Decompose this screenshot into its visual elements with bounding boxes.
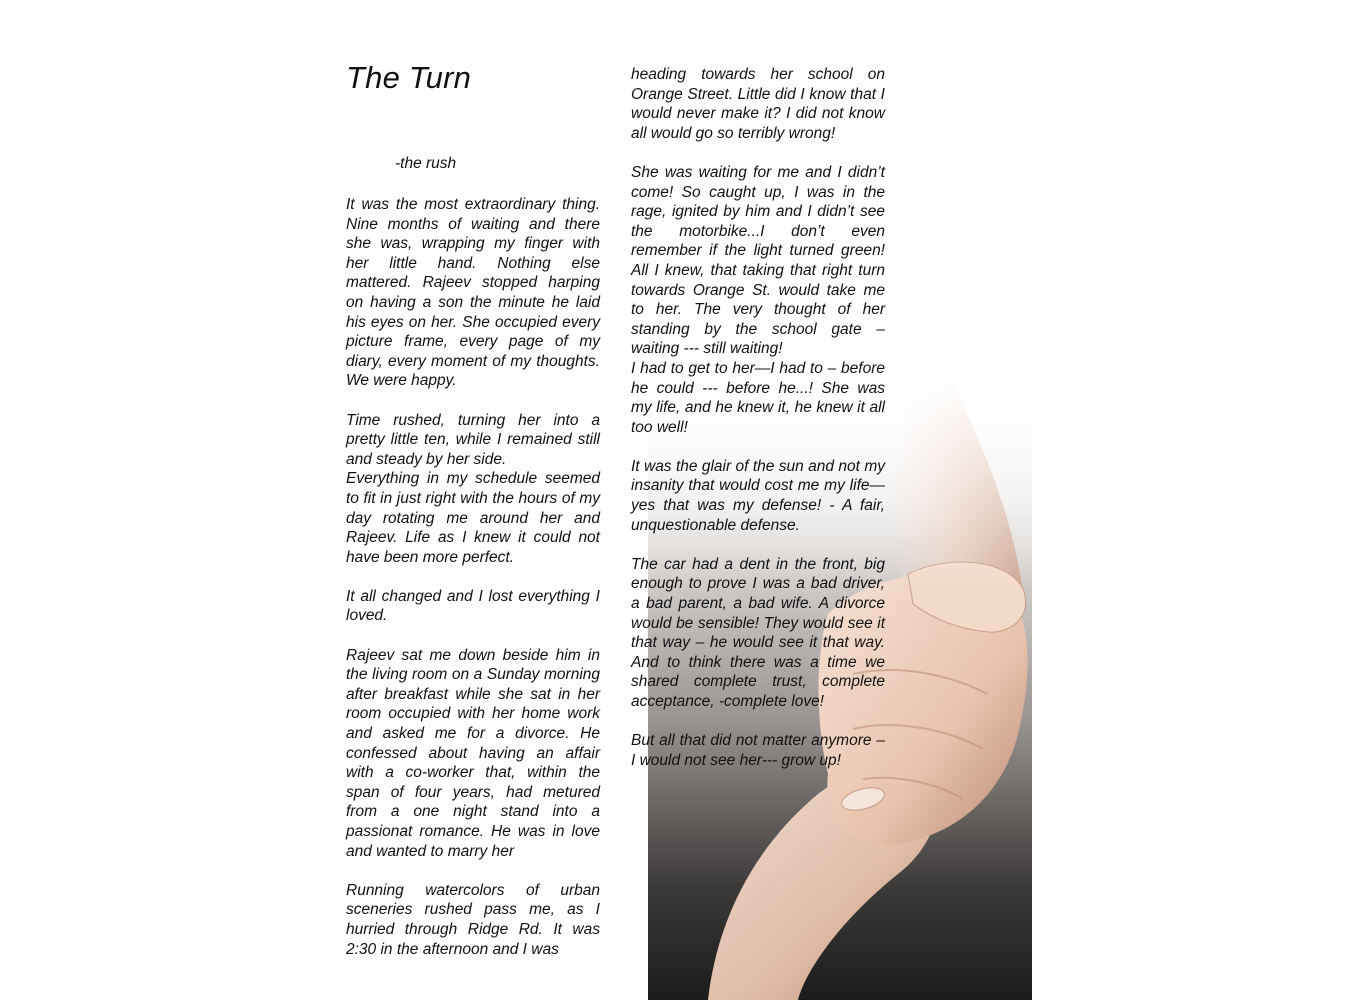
paragraph: Running watercolors of urban sceneries rushed pass me, as I hurried through Ridge Rd. It was 2:30 in the afternoon and I was xyxy=(346,881,600,958)
paragraph: I had to get to her—I had to – before he could --- before he...! She was my life, and he knew it, he knew it all too well! xyxy=(631,359,885,436)
paragraph: heading towards her school on Orange Street. Little did I know that I would never make it? I did not know all would go so terribly wrong! xyxy=(631,66,885,142)
paragraph: Rajeev sat me down beside him in the living room on a Sunday morning after breakfast while she sat in her room occupied with her home work and asked me for a divorce. He confessed about having an affair with a co-worker that, within the span of four years, had metured from a one night stand into a passionat romance. He was in love and wanted to marry her xyxy=(346,646,600,860)
paragraph: Time rushed, turning her into a pretty little ten, while I remained still and steady by her side. xyxy=(346,411,600,468)
paragraph: It was the glair of the sun and not my insanity that would cost me my life—yes that was my defense! - A fair, unquestionable defense. xyxy=(631,457,885,534)
paragraph: Everything in my schedule seemed to fit in just right with the hours of my day rotating me around her and Rajeev. Life as I knew it could not have been more perfect. xyxy=(346,470,600,566)
story-title: The Turn xyxy=(346,60,472,95)
paragraph: It all changed and I lost everything I loved. xyxy=(346,587,600,625)
paragraph: It was the most extraordinary thing. Nine months of waiting and there she was, wrapping my finger with her little hand. Nothing else mattered. Rajeev stopped harping on having a son the minute he laid his eyes on her. She occupied every picture frame, every page of my diary, every moment of my thoughts. We were happy. xyxy=(346,196,600,390)
right-text-column xyxy=(631,65,885,790)
paragraph: But all that did not matter anymore – I would not see her--- grow up! xyxy=(631,732,885,769)
left-text-column xyxy=(346,195,600,979)
paragraph: She was waiting for me and I didn’t come! So caught up, I was in the rage, ignited by him and I didn’t see the motorbike...I don’t even remember if the light turned green! All I knew, that taking that right turn towards Orange St. would take me to her. The very thought of her standing by the school gate – waiting --- still waiting! xyxy=(631,163,885,358)
paragraph: The car had a dent in the front, big enough to prove I was a bad driver, a bad parent, a bad wife. A divorce would be sensible! They would see it that way – he would see it that way. And to think there was a time we shared complete trust, complete acceptance, -complete love! xyxy=(631,555,885,710)
story-subtitle: -the rush xyxy=(395,155,457,172)
